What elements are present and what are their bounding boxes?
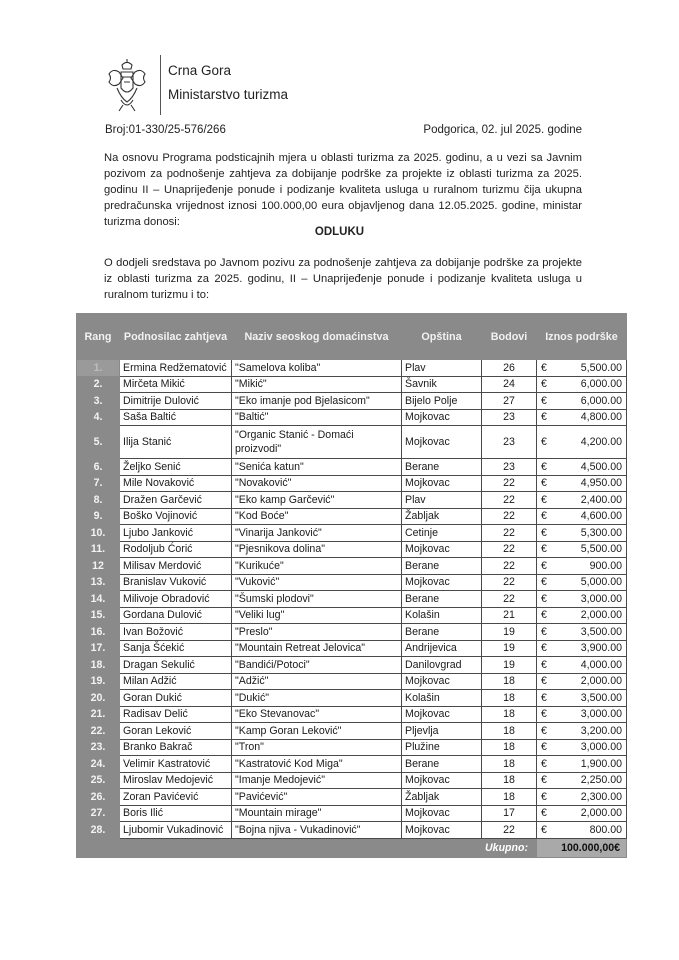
currency-symbol: €: [541, 757, 547, 770]
household-cell: "Bojna njiva - Vukadinović": [232, 822, 402, 839]
amount-value: 5,500.00: [580, 361, 622, 374]
municipality-cell: Mojkovac: [402, 475, 482, 492]
points-cell: 23: [482, 426, 537, 459]
amount-cell: [537, 706, 627, 723]
applicant-cell: Ilija Stanić: [120, 426, 232, 459]
rank-cell: 28.: [77, 822, 120, 839]
municipality-cell: Mojkovac: [402, 822, 482, 839]
table-row: [77, 706, 627, 723]
municipality-cell: Danilovgrad: [402, 657, 482, 674]
points-cell: 26: [482, 360, 537, 377]
amount-value: 2,300.00: [580, 790, 622, 803]
amount-value: 4,950.00: [580, 477, 622, 490]
amount-value: 1,900.00: [580, 757, 622, 770]
table-row: [77, 508, 627, 525]
currency-symbol: €: [541, 658, 547, 671]
amount-value: 2,400.00: [580, 493, 622, 506]
municipality-cell: Mojkovac: [402, 805, 482, 822]
table-row: [77, 426, 627, 459]
household-cell: "Senića katun": [232, 459, 402, 476]
currency-symbol: €: [541, 510, 547, 523]
household-cell: "Samelova koliba": [232, 360, 402, 377]
currency-symbol: €: [541, 576, 547, 589]
col-header-household: Naziv seoskog domaćinstva: [232, 314, 402, 360]
household-cell: "Vuković": [232, 574, 402, 591]
intro-paragraph: Na osnovu Programa podsticajnih mjera u oblasti turizma za 2025. godinu, a u vezi sa Javnim pozivom za podnošenje zahtjeva za dobijanje podrške za projekte iz oblasti turizma za 2025. godinu II – Unaprijeđenje ponude i podizanje kvaliteta usluga u ruralnom turizmu čija ukupna predračunska vrijednost iznosi 100.000,00 eura objavljenog dana 12.05.2025. godine, ministar turizma donosi:: [104, 152, 582, 228]
table-row: [77, 756, 627, 773]
household-cell: "Veliki lug": [232, 607, 402, 624]
rank-cell: 23.: [77, 739, 120, 756]
amount-cell: [537, 756, 627, 773]
applicant-cell: Ljubomir Vukadinović: [120, 822, 232, 839]
col-header-rank: Rang: [77, 314, 120, 360]
household-cell: "Eko Stevanovac": [232, 706, 402, 723]
amount-cell: [537, 789, 627, 806]
amount-cell: [537, 805, 627, 822]
applicant-cell: Boris Ilić: [120, 805, 232, 822]
municipality-cell: Plužine: [402, 739, 482, 756]
currency-symbol: €: [541, 625, 547, 638]
amount-cell: [537, 822, 627, 839]
municipality-cell: Plav: [402, 492, 482, 509]
rank-cell: 19.: [77, 673, 120, 690]
rank-cell: 17.: [77, 640, 120, 657]
table-row: [77, 459, 627, 476]
household-cell: "Eko kamp Garčević": [232, 492, 402, 509]
currency-symbol: €: [541, 436, 547, 448]
amount-value: 800.00: [589, 823, 622, 836]
ministry-name: Ministarstvo turizma: [168, 87, 289, 102]
rank-cell: 11.: [77, 541, 120, 558]
rank-cell: 18.: [77, 657, 120, 674]
applicant-cell: Milivoje Obradović: [120, 591, 232, 608]
grants-table-container: [76, 313, 626, 858]
applicant-cell: Dimitrije Dulović: [120, 393, 232, 410]
municipality-cell: Andrijevica: [402, 640, 482, 657]
points-cell: 22: [482, 574, 537, 591]
rank-cell: 22.: [77, 723, 120, 740]
municipality-cell: Mojkovac: [402, 541, 482, 558]
points-cell: 22: [482, 591, 537, 608]
currency-symbol: €: [541, 543, 547, 556]
points-cell: 22: [482, 475, 537, 492]
amount-cell: [537, 640, 627, 657]
points-cell: 22: [482, 822, 537, 839]
municipality-cell: Bijelo Polje: [402, 393, 482, 410]
points-cell: 22: [482, 492, 537, 509]
applicant-cell: Dražen Garčević: [120, 492, 232, 509]
amount-cell: [537, 624, 627, 641]
table-row: [77, 393, 627, 410]
currency-symbol: €: [541, 790, 547, 803]
rank-cell: 21.: [77, 706, 120, 723]
table-row: [77, 376, 627, 393]
municipality-cell: Mojkovac: [402, 574, 482, 591]
currency-symbol: €: [541, 361, 547, 374]
table-row: [77, 541, 627, 558]
table-row: [77, 657, 627, 674]
household-cell: "Preslo": [232, 624, 402, 641]
applicant-cell: Ljubo Janković: [120, 525, 232, 542]
points-cell: 17: [482, 805, 537, 822]
col-header-municipality: Opština: [402, 314, 482, 360]
municipality-cell: Berane: [402, 558, 482, 575]
amount-cell: [537, 541, 627, 558]
applicant-cell: Branislav Vuković: [120, 574, 232, 591]
rank-cell: 16.: [77, 624, 120, 641]
table-header-row: [77, 314, 627, 360]
country-name: Crna Gora: [168, 63, 232, 78]
currency-symbol: €: [541, 493, 547, 506]
applicant-cell: Goran Leković: [120, 723, 232, 740]
applicant-cell: Milisav Merdović: [120, 558, 232, 575]
household-cell: "Mountain Retreat Jelovica": [232, 640, 402, 657]
points-cell: 21: [482, 607, 537, 624]
grants-table: [76, 313, 627, 858]
points-cell: 19: [482, 657, 537, 674]
currency-symbol: €: [541, 609, 547, 622]
points-cell: 22: [482, 558, 537, 575]
rank-cell: 15.: [77, 607, 120, 624]
amount-cell: [537, 360, 627, 377]
table-row: [77, 673, 627, 690]
amount-value: 3,900.00: [580, 642, 622, 655]
amount-cell: [537, 508, 627, 525]
household-cell: "Pjesnikova dolina": [232, 541, 402, 558]
points-cell: 23: [482, 409, 537, 426]
amount-value: 6,000.00: [580, 378, 622, 391]
municipality-cell: Berane: [402, 459, 482, 476]
amount-cell: [537, 525, 627, 542]
household-cell: "Organic Stanić - Domaći proizvodi": [232, 426, 402, 459]
amount-value: 3,000.00: [580, 741, 622, 754]
currency-symbol: €: [541, 823, 547, 836]
municipality-cell: Berane: [402, 624, 482, 641]
municipality-cell: Žabljak: [402, 789, 482, 806]
applicant-cell: Milan Adžić: [120, 673, 232, 690]
table-row: [77, 805, 627, 822]
municipality-cell: Mojkovac: [402, 706, 482, 723]
amount-value: 4,800.00: [580, 411, 622, 424]
municipality-cell: Kolašin: [402, 690, 482, 707]
place-date: Podgorica, 02. jul 2025. godine: [423, 124, 582, 136]
municipality-cell: Mojkovac: [402, 772, 482, 789]
table-row: [77, 690, 627, 707]
table-row: [77, 574, 627, 591]
currency-symbol: €: [541, 807, 547, 820]
applicant-cell: Saša Baltić: [120, 409, 232, 426]
points-cell: 27: [482, 393, 537, 410]
rank-cell: 27.: [77, 805, 120, 822]
document-title: ODLUKU: [314, 226, 365, 238]
municipality-cell: Pljevlja: [402, 723, 482, 740]
total-value: 100.000,00€: [537, 838, 627, 857]
table-row: [77, 723, 627, 740]
table-row: [77, 475, 627, 492]
municipality-cell: Kolašin: [402, 607, 482, 624]
municipality-cell: Berane: [402, 591, 482, 608]
currency-symbol: €: [541, 741, 547, 754]
amount-value: 4,200.00: [580, 436, 622, 448]
currency-symbol: €: [541, 559, 547, 572]
currency-symbol: €: [541, 774, 547, 787]
currency-symbol: €: [541, 477, 547, 490]
table-row: [77, 624, 627, 641]
currency-symbol: €: [541, 378, 547, 391]
amount-cell: [537, 459, 627, 476]
applicant-cell: Dragan Sekulić: [120, 657, 232, 674]
municipality-cell: Mojkovac: [402, 409, 482, 426]
rank-cell: 12: [77, 558, 120, 575]
rank-cell: 10.: [77, 525, 120, 542]
applicant-cell: Zoran Pavićević: [120, 789, 232, 806]
header-divider: [160, 55, 161, 115]
currency-symbol: €: [541, 526, 547, 539]
household-cell: "Vinarija Janković": [232, 525, 402, 542]
rank-cell: 7.: [77, 475, 120, 492]
amount-value: 2,000.00: [580, 609, 622, 622]
applicant-cell: Sanja Šćekić: [120, 640, 232, 657]
applicant-cell: Gordana Dulović: [120, 607, 232, 624]
table-row: [77, 409, 627, 426]
points-cell: 18: [482, 756, 537, 773]
table-row: [77, 772, 627, 789]
currency-symbol: €: [541, 724, 547, 737]
amount-value: 5,500.00: [580, 543, 622, 556]
rank-cell: 5.: [77, 426, 120, 459]
applicant-cell: Rodoljub Ćorić: [120, 541, 232, 558]
municipality-cell: Cetinje: [402, 525, 482, 542]
household-cell: "Novaković": [232, 475, 402, 492]
points-cell: 18: [482, 690, 537, 707]
amount-value: 4,500.00: [580, 460, 622, 473]
household-cell: "Mountain mirage": [232, 805, 402, 822]
currency-symbol: €: [541, 592, 547, 605]
table-row: [77, 525, 627, 542]
amount-cell: [537, 558, 627, 575]
amount-value: 3,500.00: [580, 625, 622, 638]
amount-cell: [537, 393, 627, 410]
amount-value: 6,000.00: [580, 394, 622, 407]
municipality-cell: Žabljak: [402, 508, 482, 525]
points-cell: 18: [482, 789, 537, 806]
currency-symbol: €: [541, 691, 547, 704]
amount-value: 4,000.00: [580, 658, 622, 671]
points-cell: 18: [482, 772, 537, 789]
currency-symbol: €: [541, 411, 547, 424]
table-row: [77, 789, 627, 806]
col-header-applicant: Podnosilac zahtjeva: [120, 314, 232, 360]
household-cell: "Baltić": [232, 409, 402, 426]
points-cell: 22: [482, 541, 537, 558]
points-cell: 22: [482, 525, 537, 542]
points-cell: 24: [482, 376, 537, 393]
amount-cell: [537, 376, 627, 393]
table-row: [77, 492, 627, 509]
household-cell: "Dukić": [232, 690, 402, 707]
amount-cell: [537, 492, 627, 509]
household-cell: "Kamp Goran Leković": [232, 723, 402, 740]
municipality-cell: Šavnik: [402, 376, 482, 393]
rank-cell: 3.: [77, 393, 120, 410]
amount-cell: [537, 591, 627, 608]
municipality-cell: Mojkovac: [402, 426, 482, 459]
rank-cell: 24.: [77, 756, 120, 773]
document-number: Broj:01-330/25-576/266: [105, 124, 226, 136]
amount-cell: [537, 723, 627, 740]
points-cell: 18: [482, 673, 537, 690]
applicant-cell: Radisav Delić: [120, 706, 232, 723]
applicant-cell: Velimir Kastratović: [120, 756, 232, 773]
municipality-cell: Plav: [402, 360, 482, 377]
household-cell: "Tron": [232, 739, 402, 756]
amount-value: 3,000.00: [580, 708, 622, 721]
applicant-cell: Goran Dukić: [120, 690, 232, 707]
currency-symbol: €: [541, 460, 547, 473]
amount-value: 3,200.00: [580, 724, 622, 737]
amount-cell: [537, 673, 627, 690]
applicant-cell: Mirčeta Mikić: [120, 376, 232, 393]
amount-value: 5,300.00: [580, 526, 622, 539]
rank-cell: 25.: [77, 772, 120, 789]
amount-cell: [537, 426, 627, 459]
household-cell: "Kurikuće": [232, 558, 402, 575]
points-cell: 22: [482, 508, 537, 525]
amount-cell: [537, 739, 627, 756]
amount-cell: [537, 690, 627, 707]
municipality-cell: Mojkovac: [402, 673, 482, 690]
amount-value: 3,000.00: [580, 592, 622, 605]
amount-cell: [537, 475, 627, 492]
points-cell: 18: [482, 706, 537, 723]
rank-cell: 8.: [77, 492, 120, 509]
currency-symbol: €: [541, 675, 547, 688]
currency-symbol: €: [541, 642, 547, 655]
amount-value: 4,600.00: [580, 510, 622, 523]
col-header-amount: Iznos podrške: [537, 314, 627, 360]
amount-cell: [537, 607, 627, 624]
applicant-cell: Željko Senić: [120, 459, 232, 476]
amount-value: 900.00: [589, 559, 622, 572]
table-row: [77, 591, 627, 608]
points-cell: 19: [482, 624, 537, 641]
municipality-cell: Berane: [402, 756, 482, 773]
applicant-cell: Branko Bakrač: [120, 739, 232, 756]
household-cell: "Imanje Medojević": [232, 772, 402, 789]
rank-cell: 26.: [77, 789, 120, 806]
amount-value: 2,250.00: [580, 774, 622, 787]
table-row: [77, 739, 627, 756]
rank-cell: 20.: [77, 690, 120, 707]
rank-cell: 14.: [77, 591, 120, 608]
coat-of-arms-icon: [103, 58, 151, 114]
total-label: Ukupno:: [77, 838, 537, 857]
points-cell: 23: [482, 459, 537, 476]
currency-symbol: €: [541, 708, 547, 721]
currency-symbol: €: [541, 394, 547, 407]
household-cell: "Pavićević": [232, 789, 402, 806]
amount-value: 5,000.00: [580, 576, 622, 589]
household-cell: "Kastratović Kod Miga": [232, 756, 402, 773]
amount-value: 3,500.00: [580, 691, 622, 704]
points-cell: 19: [482, 640, 537, 657]
applicant-cell: Miroslav Medojević: [120, 772, 232, 789]
table-row: [77, 640, 627, 657]
table-row: [77, 822, 627, 839]
amount-value: 2,000.00: [580, 675, 622, 688]
amount-cell: [537, 409, 627, 426]
applicant-cell: Ermina Redžematović: [120, 360, 232, 377]
rank-cell: 4.: [77, 409, 120, 426]
col-header-points: Bodovi: [482, 314, 537, 360]
household-cell: "Kod Boće": [232, 508, 402, 525]
points-cell: 18: [482, 723, 537, 740]
household-cell: "Šumski plodovi": [232, 591, 402, 608]
body-paragraph: O dodjeli sredstava po Javnom pozivu za podnošenje zahtjeva za dobijanje podrške za projekte iz oblasti turizma za 2025. godinu, II – Unaprijeđenje ponude i podizanje kvaliteta usluga u ruralnom turizmu i to:: [104, 257, 582, 301]
applicant-cell: Boško Vojinović: [120, 508, 232, 525]
rank-cell: 6.: [77, 459, 120, 476]
amount-cell: [537, 574, 627, 591]
rank-cell: 2.: [77, 376, 120, 393]
applicant-cell: Ivan Božović: [120, 624, 232, 641]
rank-cell: 9.: [77, 508, 120, 525]
table-row: [77, 607, 627, 624]
household-cell: "Bandići/Potoci": [232, 657, 402, 674]
points-cell: 18: [482, 739, 537, 756]
amount-cell: [537, 657, 627, 674]
applicant-cell: Mile Novaković: [120, 475, 232, 492]
table-row: [77, 360, 627, 377]
table-body: [77, 360, 627, 839]
table-total-row: [77, 838, 627, 857]
rank-cell: 1.: [77, 360, 120, 377]
amount-cell: [537, 772, 627, 789]
household-cell: "Mikić": [232, 376, 402, 393]
household-cell: "Eko imanje pod Bjelasicom": [232, 393, 402, 410]
rank-cell: 13.: [77, 574, 120, 591]
table-row: [77, 558, 627, 575]
household-cell: "Adžić": [232, 673, 402, 690]
amount-value: 2,000.00: [580, 807, 622, 820]
